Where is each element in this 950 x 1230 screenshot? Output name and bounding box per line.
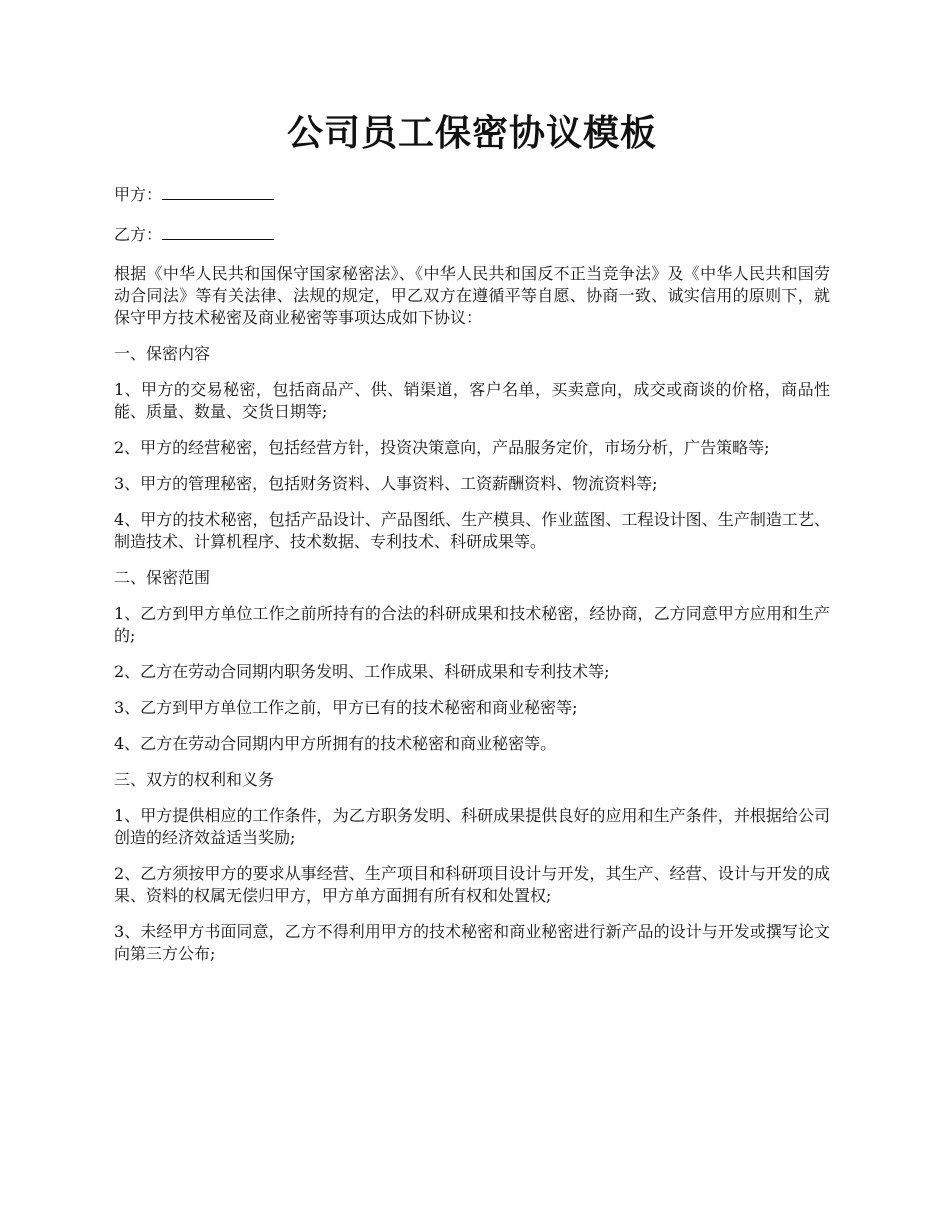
section-item: 2、乙方须按甲方的要求从事经营、生产项目和科研项目设计与开发，其生产、经营、设计与开发的成果、资料的权属无偿归甲方，甲方单方面拥有所有权和处置权; xyxy=(114,863,830,905)
section-item: 1、甲方提供相应的工作条件，为乙方职务发明、科研成果提供良好的应用和生产条件，并根据给公司创造的经济效益适当奖励; xyxy=(114,805,830,847)
intro-paragraph: 根据《中华人民共和国保守国家秘密法》、《中华人民共和国反不正当竞争法》及《中华人民共和国劳动合同法》等有关法律、法规的规定，甲乙双方在遵循平等自愿、协商一致、诚实信用的原则下，就保守甲方技术秘密及商业秘密等事项达成如下协议： xyxy=(114,263,830,327)
section-item: 3、未经甲方书面同意，乙方不得利用甲方的技术秘密和商业秘密进行新产品的设计与开发或撰写论文向第三方公布; xyxy=(114,921,830,963)
document-title: 公司员工保密协议模板 xyxy=(286,112,657,154)
section-heading-content: 一、保密内容 xyxy=(114,343,211,363)
party-a-blank xyxy=(162,183,274,200)
section-item: 2、乙方在劳动合同期内职务发明、工作成果、科研成果和专利技术等; xyxy=(114,661,610,681)
section-item: 3、乙方到甲方单位工作之前，甲方已有的技术秘密和商业秘密等; xyxy=(114,697,578,717)
party-a-line xyxy=(114,183,830,207)
party-b-blank xyxy=(162,223,274,240)
section-item: 3、甲方的管理秘密，包括财务资料、人事资料、工资薪酬资料、物流资料等; xyxy=(114,473,658,493)
party-a-label: 甲方： xyxy=(114,184,163,204)
section-item: 1、乙方到甲方单位工作之前所持有的合法的科研成果和技术秘密，经协商，乙方同意甲方应用和生产的; xyxy=(114,603,830,645)
section-item: 2、甲方的经营秘密，包括经营方针，投资决策意向，产品服务定价，市场分析，广告策略等; xyxy=(114,437,770,457)
section-item: 1、甲方的交易秘密，包括商品产、供、销渠道，客户名单，买卖意向，成交或商谈的价格，商品性能、质量、数量、交货日期等; xyxy=(114,379,830,421)
section-heading-rights: 三、双方的权利和义务 xyxy=(114,769,275,789)
section-heading-scope: 二、保密范围 xyxy=(114,567,211,587)
party-b-line xyxy=(114,223,830,247)
party-b-label: 乙方： xyxy=(114,224,163,244)
section-item: 4、乙方在劳动合同期内甲方所拥有的技术秘密和商业秘密等。 xyxy=(114,733,557,753)
section-item: 4、甲方的技术秘密，包括产品设计、产品图纸、生产模具、作业蓝图、工程设计图、生产制造工艺、制造技术、计算机程序、技术数据、专利技术、科研成果等。 xyxy=(114,509,830,551)
